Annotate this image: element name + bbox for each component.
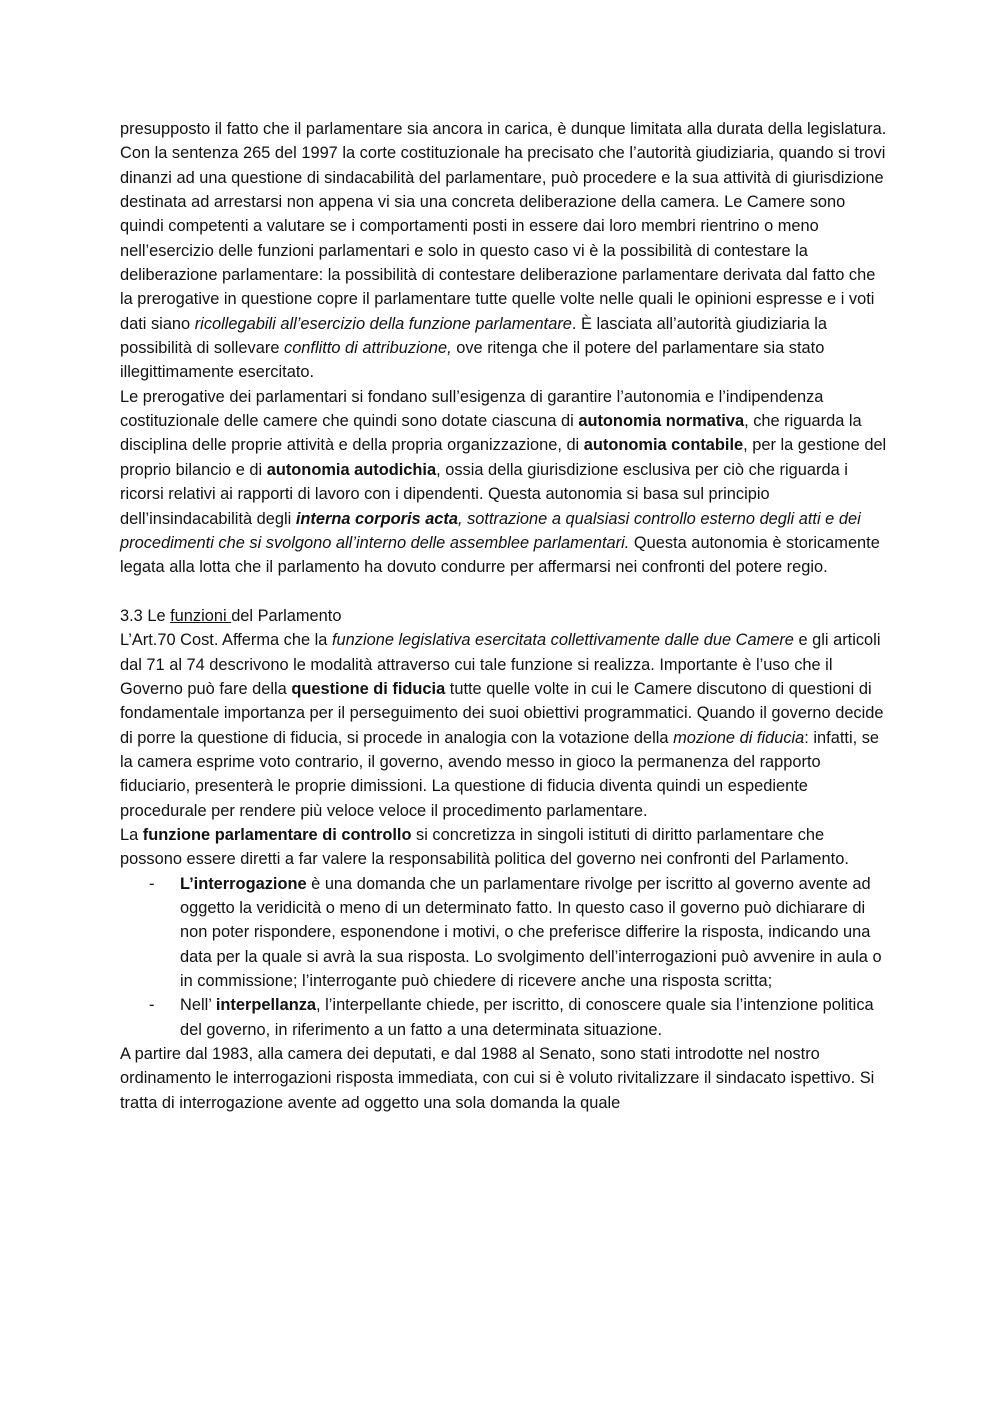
paragraph-gap: [120, 580, 890, 604]
bold-italic-term: interna corporis acta: [295, 509, 458, 528]
italic-phrase: funzione legislativa esercitata collettivamente dalle due Camere: [331, 631, 794, 650]
paragraph-art-70: L’Art.70 Cost. Afferma che la funzione legislativa esercitata collettivamente dalle due Camere e gli articoli dal 71 al 74 descrivono le modalità attraverso cui tale funzione si realizza. Importante è l’uso che il Governo può fare della questione di fiducia tutte quelle volte in cui le Camere discutono di questioni di fondamentale importanza per il perseguimento dei suoi obiettivi programmatici. Quando il governo decide di porre la questione di fiducia, si procede in analogia con la votazione della mozione di fiducia: infatti, se la camera esprime voto contrario, il governo, avendo messo in gioco la permanenza del rapporto fiduciario, presenterà le proprie dimissioni. La questione di fiducia diventa quindi un espediente procedurale per rendere più veloce veloce il procedimento parlamentare.: [120, 631, 884, 820]
paragraph-prerogatives: Le prerogative dei parlamentari si fondano sull’esigenza di garantire l’autonomia e l’indipendenza costituzionale delle camere che quindi sono dotate ciascuna di autonomia normativa, che riguarda la disciplina delle proprie attività e della propria organizzazione, di autonomia contabile, per la gestione del proprio bilancio e di autonomia autodichia, ossia della giurisdizione esclusiva per ciò che riguarda i ricorsi relativi ai rapporti di lavoro con i dipendenti. Questa autonomia si basa sul principio dell’insindacabilità degli interna corporis acta, sottrazione a qualsiasi controllo esterno degli atti e dei procedimenti che si svolgono all’interno delle assemblee parlamentari. Questa autonomia è storicamente legata alla lotta che il parlamento ha dovuto condurre per affermarsi nei confronti del potere regio.: [120, 387, 887, 577]
underlined-word: funzioni: [170, 606, 232, 625]
italic-phrase: , sottrazione a qualsiasi controllo esterno degli atti e dei procedimenti che si svolgono all’interno delle assemblee parlamentari.: [120, 509, 861, 552]
document-page: [120, 117, 890, 1115]
bold-term: interpellanza: [215, 996, 317, 1015]
list-item-interpellanza: - Nell’ interpellanza, l’interpellante chiede, per iscritto, di conoscere quale sia l’intenzione politica del governo, in riferimento a un fatto a una determinata situazione.: [180, 993, 890, 1042]
paragraph-1983: A partire dal 1983, alla camera dei deputati, e dal 1988 al Senato, sono stati introdotte nel nostro ordinamento le interrogazioni risposta immediata, con cui si è voluto rivitalizzare il sindacato ispettivo. Si tratta di interrogazione avente ad oggetto una sola domanda la quale: [120, 1045, 875, 1112]
dash-list: [120, 872, 890, 1042]
italic-phrase: conflitto di attribuzione,: [284, 339, 452, 358]
list-item-interrogazione: - L’interrogazione è una domanda che un parlamentare rivolge per iscritto al governo avente ad oggetto la veridicità o meno di un determinato fatto. In questo caso il governo può dichiarare di non poter rispondere, esponendone i motivi, o che preferisce differire la risposta, indicando una data per la quale si avrà la sua risposta. Lo svolgimento dell’interrogazioni può avvenire in aula o in commissione; l’interrogante può chiedere di ricevere anche una risposta scritta;: [180, 872, 890, 994]
italic-phrase: ricollegabili all’esercizio della funzione parlamentare: [194, 314, 572, 333]
bold-term: L’interrogazione: [180, 874, 307, 893]
paragraph-controllo: La funzione parlamentare di controllo si concretizza in singoli istituti di diritto parlamentare che possono essere diretti a far valere la responsabilità politica del governo nei confronti del Parlamento.: [120, 825, 849, 869]
paragraph-legislature-duration: presupposto il fatto che il parlamentare sia ancora in carica, è dunque limitata alla durata della legislatura.: [120, 120, 887, 138]
paragraph-sentenza-265: Con la sentenza 265 del 1997 la corte costituzionale ha precisato che l’autorità giudiziaria, quando si trovi dinanzi ad una questione di sindacabilità del parlamentare, può procedere e la sua attività di giurisdizione destinata ad arrestarsi non appena vi sia una concreta deliberazione della camera. Le Camere sono quindi competenti a valutare se i comportamenti posti in essere dai loro membri rientrino o meno nell’esercizio delle funzioni parlamentari e solo in questo caso vi è la possibilità di contestare la deliberazione parlamentare: la possibilità di contestare deliberazione parlamentare derivata dal fatto che la prerogative in questione copre il parlamentare tutte quelle volte nelle quali le opinioni espresse e i voti dati siano ricollegabili all’esercizio della funzione parlamentare. È lasciata all’autorità giudiziaria la possibilità di sollevare conflitto di attribuzione, ove ritenga che il potere del parlamentare sia stato illegittimamente esercitato.: [120, 144, 886, 382]
bold-term: autonomia contabile: [583, 436, 744, 455]
bold-term: autonomia normativa: [578, 412, 745, 431]
italic-phrase: mozione di fiducia: [673, 728, 805, 747]
bold-term: questione di fiducia: [291, 679, 446, 698]
bold-term: funzione parlamentare di controllo: [142, 825, 412, 844]
section-heading: 3.3 Le funzioni del Parlamento: [120, 606, 342, 625]
bold-term: autonomia autodichia: [266, 460, 437, 479]
